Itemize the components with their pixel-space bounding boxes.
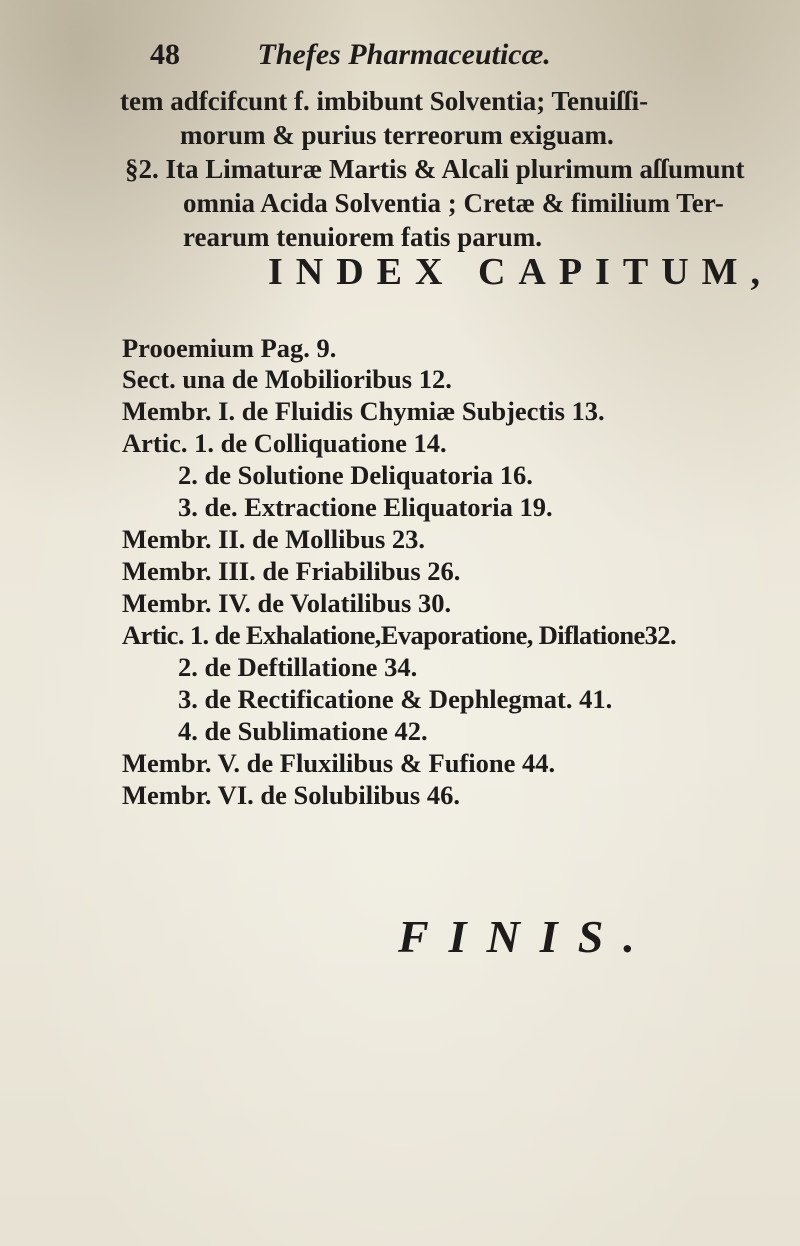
prose-line: §2. Ita Limaturæ Martis & Alcali plurimum aſſumunt <box>125 154 745 184</box>
index-entry: Membr. II. de Mollibus 23. <box>122 524 426 554</box>
index-entry: 3. de. Extractione Eliquatoria 19. <box>178 492 553 522</box>
index-entry: 2. de Solutione Deliquatoria 16. <box>178 460 533 490</box>
prose-line: omnia Acida Solventia ; Cretæ & fimilium Ter- <box>183 188 724 218</box>
index-entry: Artic. 1. de Colliquatione 14. <box>122 428 447 458</box>
prose-line: rearum tenuiorem fatis parum. <box>183 222 542 252</box>
index-entry: Membr. IV. de Volatilibus 30. <box>122 588 452 618</box>
index-entry: 2. de Deftillatione 34. <box>178 652 418 682</box>
index-entry: 3. de Rectificatione & Dephlegmat. 41. <box>178 684 613 714</box>
index-entry: Artic. 1. de Exhalatione,Evaporatione, Diflatione32. <box>122 620 676 650</box>
index-title: INDEX CAPITUM, <box>268 251 773 293</box>
index-entry: Sect. una de Mobilioribus 12. <box>122 364 452 394</box>
prose-line: morum & purius terreorum exiguam. <box>180 120 614 150</box>
index-entry: 4. de Sublimatione 42. <box>178 716 428 746</box>
prose-line: tem adfcifcunt f. imbibunt Solventia; Tenuiſſi- <box>120 86 649 116</box>
finis-text: FINIS. <box>398 911 655 962</box>
index-entry: Membr. VI. de Solubilibus 46. <box>122 780 460 810</box>
running-title: Thefes Pharmaceuticæ. <box>257 38 551 71</box>
index-entry: Membr. III. de Friabilibus 26. <box>122 556 461 586</box>
page-header <box>150 38 551 72</box>
page-number: 48 <box>150 38 180 71</box>
index-entry: Membr. V. de Fluxilibus & Fufione 44. <box>122 748 556 778</box>
index-entry: Prooemium Pag. 9. <box>122 333 337 363</box>
index-entry: Membr. I. de Fluidis Chymiæ Subjectis 13. <box>122 396 605 426</box>
